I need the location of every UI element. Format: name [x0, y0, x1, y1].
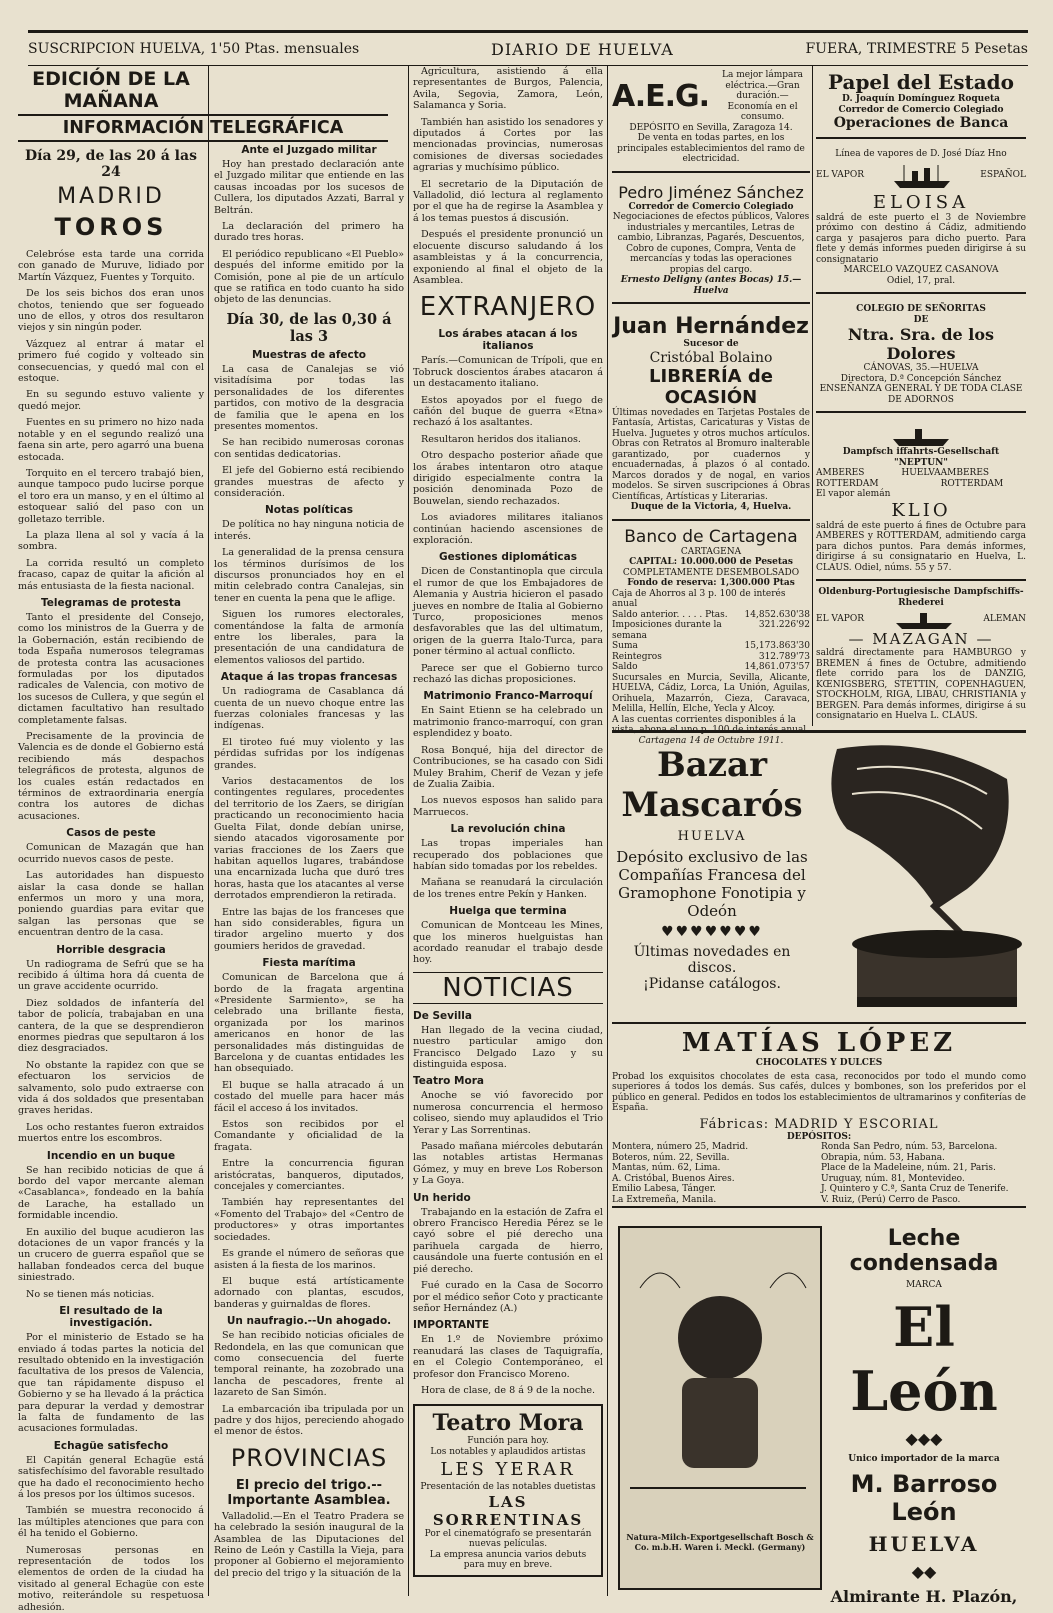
- ship-row: [816, 608, 1026, 630]
- subscription-local: SUSCRIPCION HUELVA, 1'50 Ptas. mensuales: [28, 41, 360, 57]
- milk-can-label: [618, 1226, 822, 1590]
- list-item: A. Cristóbal, Buenos Aires.: [612, 1173, 735, 1184]
- ad-text: Probad los exquisitos chocolates de esta casa, reconocidos por todo el mundo como superiores á todos los demás. Sus cafés, dulces y bombones, son los preferidos por el público en general. Pedidos en todos los establecimientos de ultramarinos y confiterías de España.: [612, 1071, 1026, 1113]
- pedro-jimenez-ad: [612, 179, 810, 305]
- paragraph: Los nuevos esposos han salido para Marruecos.: [413, 795, 603, 818]
- row-label: Saldo anterior. . . . . Ptas.: [612, 609, 728, 620]
- row-value: 312.789'73: [758, 651, 810, 662]
- paragraph: Trabajando en la estación de Zafra el obrero Francisco Heredia Pérez se le cayó sobre el pié derecho una parihuela cargada de hierro, causándole una fuerte contusión en el pié derecho.: [413, 1206, 603, 1275]
- paragraph: Pasado mañana miércoles debutarán las notables artistas Hermanas Gómez, y muy en breve Los Roberson y La Goya.: [413, 1141, 603, 1187]
- ad-label: Unico importador de la marca: [848, 1453, 1000, 1464]
- ad-address: Almirante H. Plazón,: [830, 1587, 1018, 1606]
- paragraph: Celebróse esta tarde una corrida con ganado de Muruve, lidiado por Martín Vázquez, Fuentes y Torquito.: [18, 249, 204, 283]
- bank-table: [612, 610, 810, 673]
- table-row: [612, 610, 810, 621]
- paragraph: También se muestra reconocido á las múltiples atenciones que para con él ha tenido el Gobierno.: [18, 1505, 204, 1540]
- steamship-icon: [891, 423, 951, 447]
- route-port: AMBERES ROTTERDAM: [816, 468, 879, 489]
- paragraph: De los seis bichos dos eran unos chotos, teniendo que ser fogueado uno de ellos, y otros dos resultaron viejos y sin ningún poder.: [18, 288, 204, 334]
- bank-paid: COMPLETAMENTE DESEMBOLSADO: [622, 567, 800, 578]
- aeg-ad: [612, 66, 810, 173]
- paragraph: Los ocho restantes fueron extraidos muertos entre los escombros.: [18, 1121, 204, 1145]
- ad-text: A las cuentas corrientes disponibles á la vista, abona el uno p. 100 de interés anual.: [612, 714, 810, 735]
- ad-text: saldrá directamente para HAMBURGO y BREMEN á fines de Octubre, admitiendo flete corrido para los de DANZIG, KŒNIGSBERG, STETTIN, COPENHAGUEN, STOCKHOLM, RIGA, LIBAU, CHRISTIANIA y BERGEN. Para demás informes, dirigirse á su consignatario en Huelva L. CLAUS.: [816, 648, 1026, 721]
- ad-date: Cartagena 14 de Octubre 1911.: [638, 735, 784, 746]
- aeg-text: La mejor lámpara eléctrica.—Gran duración.—Economía en el consumo.: [722, 70, 804, 122]
- paragraph: En Saint Etienn se ha celebrado un matrimonio franco-marroquí, con gran esplendidez y boato.: [413, 705, 603, 740]
- list-item: Emilio Labesa, Tánger.: [612, 1184, 716, 1194]
- paragraph: No se tienen más noticias.: [26, 1288, 155, 1300]
- list-item: Montera, número 25, Madrid.: [612, 1142, 749, 1152]
- ship-name: ELOISA: [872, 191, 970, 213]
- subheading: Horrible desgracia: [56, 943, 166, 956]
- paragraph: Estos son recibidos por el Comandante y oficialidad de la fragata.: [214, 1119, 404, 1153]
- paragraph: Fué curado en la Casa de Socorro por el médico señor Coto y practicante señor Hernández (A.): [413, 1280, 603, 1314]
- ad-title: Banco de Cartagena: [624, 526, 798, 547]
- row-label: Reintegros: [612, 651, 662, 662]
- column-rule: [208, 66, 209, 1596]
- subheading: Ataque á las tropas francesas: [220, 671, 398, 684]
- paragraph: El buque se halla atracado á un costado del muelle para hacer más fácil el acceso á los invitados.: [214, 1079, 404, 1114]
- paragraph: El buque está artísticamente adornado con plantas, escudos, banderas y guirnaldas de flores.: [214, 1275, 404, 1310]
- ad-title: COLEGIO DE SEÑORITAS: [856, 304, 986, 314]
- list-item: J. Quintero y C.ª, Santa Cruz de Tenerife.: [821, 1184, 1009, 1194]
- section-heading: NOTICIAS: [413, 972, 603, 1004]
- ad-label: MARCA: [906, 1280, 942, 1290]
- paragraph: Dicen de Constantinopla que circula el rumor de que los Embajadores de Alemania y Austria hicieron el pasado jueves en nombre de Italia al Gobierno Turco, proposiciones menos desfavorables que las del ultimatum, origen de la guerra Italo-Turca, para poner término al actual conflicto.: [413, 566, 603, 658]
- theatre-ad: [413, 1404, 603, 1577]
- depots: [612, 1142, 1026, 1205]
- aeg-sale: De venta en todas partes, en los principales establecimientos del ramo de electricidad.: [617, 133, 805, 164]
- aeg-logo: A.E.G.: [612, 78, 710, 114]
- ad-title: Pedro Jiménez Sánchez: [618, 182, 804, 202]
- matias-lopez-ad: [612, 1022, 1026, 1208]
- steamship-icon: [894, 608, 954, 630]
- paragraph: La plaza llena al sol y vacía á la sombra.: [18, 529, 204, 553]
- paragraph: Tanto el presidente del Consejo, como los ministros de la Guerra y de la Gobernación, están recibiendo de toda España numerosos telegramas de protesta contra las acusaciones formuladas por los diputados radicales de Valencia, con motivo de los sucesos de Cullera, y que según el dictamen facultativo han resultado completamente falsas.: [18, 611, 204, 726]
- paragraph: La casa de Canalejas se vió visitadísima por todas las personalidades de los diferentes partidos, con motivo de la desgracia de familia que le apena en los presentes momentos.: [214, 363, 404, 432]
- ad-title: DE: [913, 314, 929, 325]
- ad-subtitle: Sucesor de: [683, 339, 739, 349]
- brand-name: El León: [850, 1294, 998, 1423]
- ad-title: Bazar: [656, 745, 768, 785]
- ad-text: Últimas novedades en discos.: [633, 944, 791, 976]
- oldenburg-ad: [816, 587, 1026, 722]
- subheading: La revolución china: [450, 823, 566, 836]
- paragraph: Otro despacho posterior añade que los árabes intentaron otro ataque dirigido especialmente contra la posición denominada Pozo de Bouwelan, siendo rechazados.: [413, 450, 603, 507]
- subheading: El resultado de la investigación.: [59, 1305, 163, 1330]
- subheading: El precio del trigo.--Importante Asamblea.: [227, 1477, 391, 1508]
- ship-row: [816, 163, 1026, 189]
- subscription-outside: FUERA, TRIMESTRE 5 Pesetas: [805, 41, 1028, 57]
- banco-cartagena-ad: [612, 527, 810, 747]
- section-heading: EXTRANJERO: [419, 292, 597, 323]
- column-2: [214, 140, 404, 1590]
- paragraph: Anoche se vió favorecido por numerosa concurrencia el hermoso coliseo, siendo muy aplaudidos el Trio Yerar y Las Sorrentinas.: [413, 1090, 603, 1136]
- paragraph: Se han recibido numerosas coronas con sentidas dedicatorias.: [214, 437, 404, 460]
- subheading: Telegramas de protesta: [40, 596, 182, 609]
- paragraph: Torquito en el tercero trabajó bien, aunque tampoco pudo lucirse porque el toro era un manso, y en el último al estoquear salió del paso con un golletazo terrible.: [18, 467, 204, 525]
- paragraph: Numerosas personas en representación de todos los elementos de orden de la ciudad ha visitado al general Echagüe con este motivo, reiterándole su respetuosa adhesión.: [18, 1544, 204, 1613]
- paragraph: El jefe del Gobierno está recibiendo grandes muestras de afecto y consideración.: [214, 465, 404, 499]
- artist-name: LES YERAR: [440, 1459, 576, 1481]
- paragraph: Comunican de Mazagán que han ocurrido nuevos casos de peste.: [18, 842, 204, 865]
- colegio-ad: [816, 300, 1026, 413]
- subheading: Muestras de afecto: [251, 348, 366, 361]
- row-value: 14,861.073'57: [744, 662, 810, 672]
- ad-title: LIBRERÍA de OCASIÓN: [649, 365, 773, 408]
- paragraph: Fuentes en su primero no hizo nada notable y en el segundo realizó una faena sin arte, pero agarró una buena estocada.: [18, 417, 204, 463]
- ad-text: Últimas novedades en Tarjetas Postales de Fantasía, Artistas, Caricaturas y Vistas de Huelva. Juguetes y otros muchos artículos. Obras con Retratos al Bromuro inalterable garantizado, por cuadernos y encuadernadas, á plazos ó al contado. Marcos dorados y de nogal, en varios modelos. Se sirven suscripciones á Obras Científicas, Artísticas y Literarias.: [612, 407, 810, 502]
- column-5: [816, 66, 1026, 728]
- subheading: Huelga que termina: [449, 905, 567, 918]
- newspaper-title: DIARIO DE HUELVA: [491, 39, 674, 59]
- paragraph: El secretario de la Diputación de Valladolid, dió lectura al reglamento por el que ha de regirse la Asamblea y á los temas puestos á discusión.: [413, 178, 603, 224]
- ad-title: Papel del Estado: [827, 70, 1015, 94]
- paragraph: París.—Comunican de Trípoli, que en Tobruck doscientos árabes atacaron á un destacamento italiano.: [413, 355, 603, 390]
- child-illustration-icon: [620, 1228, 816, 1528]
- ad-address: Odiel, 17, pral.: [886, 275, 956, 286]
- route-port: HUELVA: [901, 468, 941, 478]
- route-port: AMBERES ROTTERDAM: [940, 468, 1004, 489]
- ad-title: Leche condensada: [849, 1226, 999, 1276]
- ad-subtitle: Corredor de Comercio Colegiado: [838, 104, 1004, 115]
- table-row: [612, 662, 810, 673]
- ad-title: Dampfsch iffahrts-Gesellschaft "NEPTUN": [842, 447, 1000, 468]
- table-row: [612, 620, 810, 641]
- paragraph: Han llegado de la vecina ciudad, nuestro particular amigo don Francisco Delgado Lazo y su distinguida esposa.: [413, 1024, 603, 1070]
- paragraph: Se han recibido noticias oficiales de Redondela, en las que comunican que como consecuencia del fuerte temporal reinante, ha zozobrado una lancha de pescadores, frente al lazareto de San Simón.: [214, 1330, 404, 1399]
- paragraph: Valladolid.—En el Teatro Pradera se ha celebrado la sesión inaugural de la Asamblea de las Diputaciones del Reino de León y Castilla la Vieja, para proponer al Gobierno el mejoramiento del precio del trigo y la situación de la: [214, 1510, 404, 1579]
- edition-title: EDICIÓN DE LA MAÑANA: [32, 68, 190, 112]
- paragraph: Es grande el número de señoras que asisten á la fiesta de los marinos.: [214, 1248, 404, 1271]
- paragraph: Hora de clase, de 8 á 9 de la noche.: [421, 1384, 596, 1396]
- paragraph: Varios destacamentos de los contingentes regulares, procedentes del territorio de los Zaers, se dirigían practicando un reconocimiento hacia Guelta Filat, donde debían unirse, siendo atacados vigorosamente por varias fracciones de los Zaers que habitan aquellos lugares, trabándose una encarnizada lucha que duró tres horas, hasta que los atacantes al verse derrotados emprendieron la retirada.: [214, 776, 404, 902]
- paragraph: Se han recibido noticias de que á bordo del vapor mercante aleman «Casablanca», fondeado en la bahía de Larache, ha estallado un formidable incendio.: [18, 1164, 204, 1222]
- ad-factories: Fábricas: MADRID Y ESCORIAL: [699, 1116, 939, 1132]
- ad-label: DEPÓSITOS:: [786, 1131, 852, 1142]
- ad-address: Ernesto Deligny (antes Bocas) 15.—Huelva: [620, 275, 802, 296]
- importer-name: M. Barroso León: [850, 1470, 998, 1526]
- column-4: [612, 66, 810, 746]
- toros-heading: TOROS: [54, 213, 168, 241]
- ad-text: ENSEÑANZA GENERAL Y DE TODA CLASE DE ADORNOS: [819, 384, 1023, 405]
- subheading: Casos de peste: [66, 827, 156, 840]
- ad-text: Negociaciones de efectos públicos, Valores industriales y mercantiles, Letras de cambio, Libranzas, Pagarés, Descuentos, Cobro de cupones, Compra, Venta de mercancías y todas las operaciones propias del cargo.: [612, 212, 810, 275]
- column-3: [413, 66, 603, 1586]
- paragraph: La generalidad de la prensa censura los términos durísimos de los discursos pronunciados hoy en el mitin celebrado contra Canalejas, sin tener en cuenta la pena que le aflige.: [214, 547, 404, 604]
- ad-line: Función para hoy.: [467, 1436, 549, 1447]
- paragraph: También hay representantes del «Fomento del Trabajo» del «Centro de productores» y otras importantes sociedades.: [214, 1197, 404, 1243]
- paragraph: Precisamente de la provincia de Valencia es de donde el Gobierno está recibiendo más despachos telegráficos de protesta, algunos de los cuales están redactados en términos de extraordinaria energía contra los autores de dichas acusaciones.: [18, 731, 204, 822]
- bank-reserve: Fondo de reserva: 1,300.000 Ptas: [627, 578, 795, 588]
- ornament: ◆◆◆: [905, 1428, 943, 1448]
- row-label: Imposiciones durante la semana: [612, 620, 722, 641]
- row-value: 15,173.863'30: [744, 641, 810, 651]
- ad-address: Duque de la Victoria, 4, Huelva.: [630, 502, 792, 512]
- depot-list: [821, 1142, 1026, 1205]
- bank-capital: CAPITAL: 10.000.000 de Pesetas: [629, 557, 793, 567]
- ad-text: Sucursales en Murcia, Sevilla, Alicante, HUELVA, Cádiz, Lorca, La Unión, Aguilas, Orihuela, Mazarrón, Cieza, Caravaca, Melilla, Hellín, Elche, Yecla y Alcoy.: [612, 672, 810, 714]
- subheading: Ante el Juzgado militar: [241, 144, 377, 156]
- ad-line: La empresa anuncia varios debuts para muy en breve.: [429, 1549, 587, 1571]
- paragraph: La declaración del primero ha durado tres horas.: [214, 221, 404, 244]
- dateline: Día 29, de las 20 á las 24: [25, 148, 197, 180]
- paragraph: Los aviadores militares italianos continúan haciendo ascensiones de exploración.: [413, 512, 603, 546]
- column-rule: [812, 66, 813, 726]
- paragraph: Siguen los rumores electorales, comentándose la falta de armonía entre los liberales, para la presentación de una candidatura de elementos valiosos del partido.: [214, 609, 404, 666]
- ad-label: EL VAPOR: [816, 613, 865, 624]
- row-label: Saldo: [612, 662, 638, 672]
- ad-label: ALEMAN: [983, 613, 1026, 624]
- paragraph: Un radiograma de Casablanca dá cuenta de un nuevo choque entre las fuerzas coloniales francesas y las indígenas.: [214, 686, 404, 732]
- ad-text: ¡Pidanse catálogos.: [643, 976, 781, 992]
- ad-title: MATÍAS LÓPEZ: [681, 1028, 957, 1058]
- column-rule: [408, 66, 409, 1596]
- ad-text: Depósito exclusivo de las Compañías Francesa del Gramophone Fonotipia y Odeón: [616, 848, 808, 920]
- paragraph: Un radiograma de Sefrú que se ha recibido á última hora dá cuenta de un grave accidente ocurrido.: [18, 958, 204, 993]
- theatre-title: Teatro Mora: [432, 1410, 584, 1437]
- paragraph: Las autoridades han dispuesto aislar la casa donde se hallan enfermos un moro y una mora, poniendo guardias para evitar que salgan las personas que se encuentran dentro de la casa.: [18, 870, 204, 939]
- paragraph: Agricultura, asistiendo á ella representantes de Burgos, Palencia, Avila, Segovia, Zamora, León, Salamanca y Soria.: [413, 66, 603, 112]
- ad-text: saldrá de este puerto á fines de Octubre para AMBERES y ROTTERDAM, admitiendo carga para dichos puntos. Para demás informes, dirigirse á su consignatario en Huelva, L. CLAUS. Odiel, núms. 55 y 57.: [816, 520, 1026, 573]
- bank-savings: Caja de Ahorros al 3 p. 100 de interés anual: [612, 588, 786, 609]
- dateline: Día 30, de las 0,30 á las 3: [226, 310, 392, 345]
- aeg-depot: DEPÓSITO en Sevilla, Zaragoza 14.: [629, 122, 793, 133]
- ad-name: D. Joaquín Domínguez Roqueta: [842, 94, 1000, 104]
- table-row: [612, 641, 810, 652]
- list-item: Place de la Madeleine, núm. 21, Paris.: [821, 1163, 996, 1173]
- ad-city: HUELVA: [677, 829, 747, 844]
- subheading: Un naufragio.--Un ahogado.: [226, 1315, 392, 1328]
- juan-hernandez-ad: [612, 310, 810, 521]
- subheading: Matrimonio Franco-Marroquí: [423, 690, 593, 703]
- paragraph: Vázquez al entrar á matar el primero fué cogido y volteado sin consecuencias, y quedó mal con el estoque.: [18, 338, 204, 385]
- ad-subtitle: Corredor de Comercio Colegiado: [628, 201, 794, 212]
- section-heading: PROVINCIAS: [230, 1443, 388, 1472]
- papel-estado-ad: [816, 66, 1026, 139]
- paragraph: El Capitán general Echagüe está satisfechísimo del favorable resultado que ha dado el reconocimiento hecho á los presos por los últimos sucesos.: [18, 1454, 204, 1500]
- subheading: Teatro Mora: [413, 1075, 484, 1088]
- ad-label: El vapor alemán: [816, 489, 891, 499]
- route-row: [816, 468, 1026, 489]
- subheading: Un herido: [413, 1191, 471, 1204]
- ship-name: KLIO: [891, 499, 951, 521]
- ad-line: Presentación de las notables duetistas: [420, 1482, 596, 1493]
- ad-title: Oldenburg-Portugiesische Dampfschiffs-Rhederei: [818, 587, 1024, 608]
- subheading: Fiesta marítima: [262, 957, 356, 970]
- paragraph: Por el ministerio de Estado se ha enviado á todas partes la noticia del resultado obtenido en la investigación facultativa de los presos de Valencia, que tan rápidamente dispuso el Gobierno y se ha llevado á la práctica para depurar la verdad y demostrar la falta de fundamento de las acusaciones formuladas.: [18, 1332, 204, 1435]
- ad-city: CARTAGENA: [680, 546, 742, 557]
- paragraph: Parece ser que el Gobierno turco rechazó las dichas proposiciones.: [413, 662, 603, 686]
- list-item: Boteros, núm. 22, Sevilla.: [612, 1152, 730, 1163]
- bazar-mascaros-ad: [612, 730, 1026, 1023]
- ad-subtitle: Operaciones de Banca: [833, 115, 1009, 131]
- list-item: Obrapia, núm. 53, Habana.: [821, 1152, 945, 1163]
- city-heading: MADRID: [57, 184, 165, 209]
- ad-city: HUELVA: [868, 1532, 980, 1556]
- subheading: Incendio en un buque: [46, 1149, 176, 1162]
- subheading: Notas políticas: [264, 504, 354, 517]
- subheading: Los árabes atacan á los italianos: [438, 328, 578, 353]
- ad-title: Mascarós: [621, 785, 803, 825]
- subheading: Echagüe satisfecho: [53, 1439, 169, 1452]
- gramophone-icon: [817, 739, 1022, 1019]
- paragraph: Estos apoyados por el fuego de cañón del buque de guerra «Etna» rechazó á los asaltantes.: [413, 394, 603, 429]
- paragraph: Las tropas imperiales han recuperado dos poblaciones que habían sido tomadas por los rebeldes.: [413, 838, 603, 872]
- ad-address: CÁNOVAS, 35.—HUELVA: [863, 363, 979, 373]
- paragraph: La embarcación iba tripulada por un padre y dos hijos, pereciendo ahogado el menor de éstos.: [214, 1403, 404, 1438]
- list-item: Ronda San Pedro, núm. 53, Barcelona.: [821, 1142, 998, 1152]
- paragraph: Hoy han prestado declaración ante el Juzgado militar que entiende en las causas incoadas por los sucesos de Cullera, los diputados Azzati, Barral y Beltrán.: [214, 159, 404, 216]
- list-item: Mantas, núm. 62, Lima.: [612, 1163, 721, 1173]
- ship-name: — MAZAGAN —: [848, 630, 994, 648]
- paragraph: Entre la concurrencia figuran aristócratas, banqueros, diputados, concejales y comerciantes.: [214, 1158, 404, 1193]
- ornament: ♥♥♥♥♥♥♥: [661, 924, 763, 940]
- row-value: 321.226'92: [758, 620, 810, 630]
- paragraph: Después el presidente pronunció un elocuente discurso saludando á los asambleistas y á la concurrencia, exponiendo al final el objeto de la Asamblea.: [413, 229, 603, 286]
- paragraph: Comunican de Montceau les Mines, que los mineros huelguistas han acordado reanudar el trabajo desde hoy.: [413, 920, 603, 966]
- column-rule: [607, 66, 608, 1596]
- ad-subtitle: Cristóbal Bolaino: [649, 349, 773, 366]
- ad-text: saldrá de este puerto el 3 de Noviembre próximo con destino á Cádiz, admitiendo carga y pasajeros para dicho puerto. Para flete y demás informes pueden dirigirse á su consignatario: [816, 212, 1026, 265]
- paragraph: Mañana se reanudará la circulación de los trenes entre Pekín y Hanken.: [413, 877, 603, 900]
- paragraph: El tiroteo fué muy violento y las pérdidas sufridas por los indígenas grandes.: [214, 736, 404, 771]
- ad-line: Por el cinematógrafo se presentarán nuevas películas.: [424, 1528, 592, 1550]
- label-text: Natura-Milch-Exportgesellschaft Bosch & Co. m.b.H. Waren i. Meckl. (Germany): [626, 1532, 814, 1552]
- paragraph: El periódico republicano «El Pueblo» después del informe emitido por la Comisión, pone al pie de un artículo que se ratifica en todo cuanto ha sido objeto de las denuncias.: [214, 248, 404, 306]
- list-item: La Extremeña, Manila.: [612, 1194, 717, 1205]
- list-item: Uruguay, núm. 81, Montevideo.: [821, 1173, 965, 1184]
- paragraph: Diez soldados de infantería del tabor de policía, trabajaban en una cantera, de la que se desprendieron enormes piedras que sepultaron á los diez desgraciados.: [18, 997, 204, 1055]
- ad-line: Los notables y aplaudidos artistas: [430, 1446, 586, 1457]
- section-title: INFORMACIÓN TELEGRÁFICA: [18, 114, 388, 142]
- paragraph: Rosa Bonqué, hija del director de Contribuciones, se ha casado con Sidi Muley Brahim, Cherif de Vezan y jefe de Zualia Zaibia.: [413, 744, 603, 790]
- ad-subtitle: CHOCOLATES Y DULCES: [755, 1058, 883, 1068]
- table-row: [612, 652, 810, 663]
- ad-label: ESPAÑOL: [980, 170, 1026, 181]
- ad-name: Directora, D.ª Concepción Sánchez: [840, 373, 1002, 384]
- row-value: 14,852.630'38: [744, 609, 810, 620]
- steamship-icon: [892, 163, 952, 189]
- artist-name: LAS SORRENTINAS: [432, 1492, 584, 1529]
- paragraph: Resultaron heridos dos italianos.: [421, 433, 581, 445]
- paragraph: Comunican de Barcelona que á bordo de la fragata argentina «Presidente Sarmiento», se ha celebrado una brillante fiesta, organizada por los marinos americanos en honor de las personalidades más distinguidas de Barcelona y de cuantas entidades les han obsequiado.: [214, 972, 404, 1075]
- list-item: V. Ruiz, (Perú) Cerro de Pasco.: [821, 1194, 961, 1205]
- ad-line: Línea de vapores de D. José Díaz Hno: [835, 149, 1007, 159]
- depot-list: [612, 1142, 812, 1205]
- subheading: IMPORTANTE: [413, 1319, 490, 1332]
- ad-name: MARCELO VAZQUEZ CASANOVA: [843, 265, 999, 275]
- paragraph: En 1.º de Noviembre próximo reanudará las clases de Taquigrafía, en el Colegio Contemporáneo, el profesor don Francisco Moreno.: [413, 1334, 603, 1380]
- neptun-ad: [816, 419, 1026, 581]
- subheading: De Sevilla: [413, 1009, 472, 1022]
- row-label: Suma: [612, 641, 638, 651]
- paragraph: En auxilio del buque acudieron las dotaciones de un vapor francés y la un crucero de guerra español que se hallaban fondeados cerca del buque siniestrado.: [18, 1226, 204, 1284]
- masthead: [28, 30, 1028, 66]
- paragraph: En su segundo estuvo valiente y quedó mejor.: [18, 389, 204, 412]
- ornament: ◆◆: [911, 1562, 937, 1581]
- leche-condensada-ad: [612, 1208, 1026, 1606]
- ad-title: Juan Hernández: [613, 314, 809, 339]
- ad-title: Ntra. Sra. de los Dolores: [847, 325, 995, 363]
- paragraph: También han asistido los senadores y diputados á Cortes por las mencionadas provincias, numerosas comisiones de diversas sociedades agrarias y muchísimo público.: [413, 116, 603, 174]
- paragraph: De política no hay ninguna noticia de interés.: [214, 519, 404, 542]
- paragraph: La corrida resultó un completo fracaso, capaz de quitar la afición al más entusiasta de la fiesta nacional.: [18, 557, 204, 592]
- paragraph: No obstante la rapidez con que se efectuaron los servicios de salvamento, solo pudo extraerse con vida á dos soldados que presentaban graves heridas.: [18, 1059, 204, 1117]
- subheading: Gestiones diplomáticas: [439, 551, 577, 564]
- ad-label: EL VAPOR: [816, 170, 865, 181]
- eloisa-ad: [816, 145, 1026, 294]
- paragraph: Entre las bajas de los franceses que han sido considerables, figura un tirador argelino muerto y dos goumiers heridos de gravedad.: [214, 906, 404, 952]
